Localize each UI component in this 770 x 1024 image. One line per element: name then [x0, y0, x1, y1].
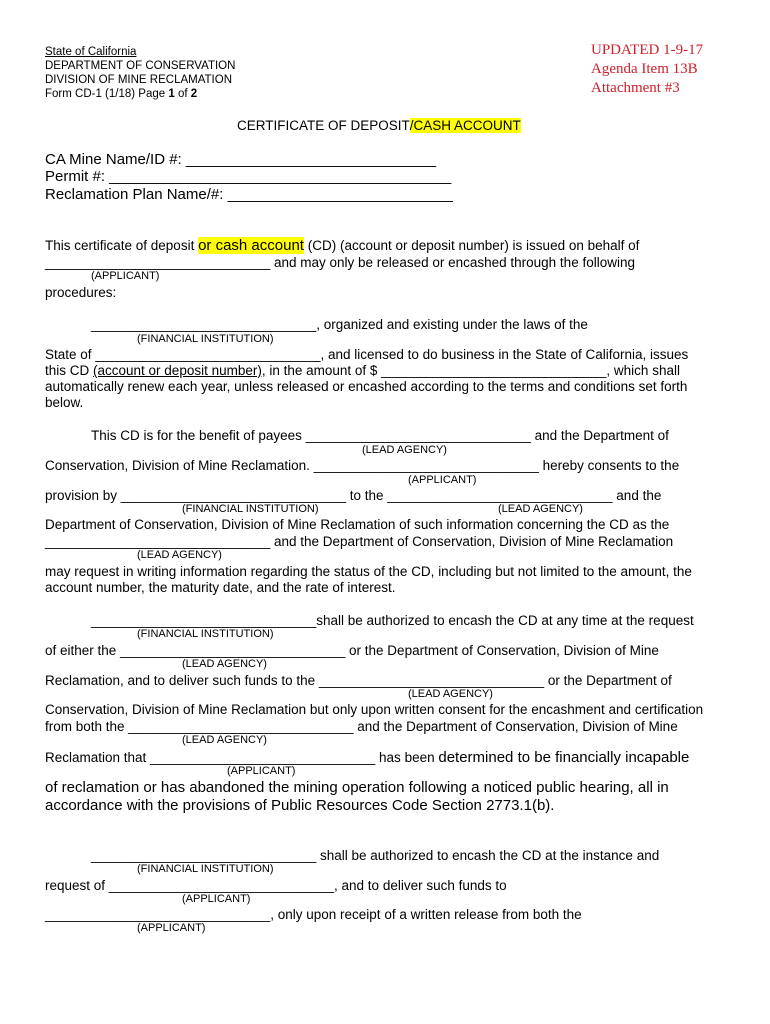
plan-field: Reclamation Plan Name/#: ___________________________: [45, 186, 453, 203]
p4-cap6: (APPLICANT): [227, 765, 296, 777]
p4-line3: Reclamation, and to deliver such funds to the ______________________________ or the Department of: [45, 673, 672, 688]
p5-line2: request of ______________________________, and to deliver such funds to: [45, 878, 507, 893]
p4-line2: of either the ______________________________ or the Department of Conservation, Division of Mine: [45, 643, 659, 658]
header-division: DIVISION OF MINE RECLAMATION: [45, 74, 232, 86]
p1-cap-applicant: (APPLICANT): [91, 270, 160, 282]
p2-line5: below.: [45, 395, 84, 410]
stamp-line1: UPDATED 1-9-17: [591, 42, 704, 58]
p4-cap3: (LEAD AGENCY): [408, 688, 493, 700]
p4-cap1: (FINANCIAL INSTITUTION): [137, 628, 274, 640]
form-of: of: [174, 88, 191, 100]
p4-cap2: (LEAD AGENCY): [182, 658, 267, 670]
p1-line2: ______________________________ and may only be released or encashed through the following: [45, 255, 635, 270]
p1-highlight: or cash account: [198, 237, 304, 254]
p3-cap3b: (LEAD AGENCY): [498, 503, 583, 515]
p5-line1: ______________________________ shall be authorized to encash the CD at the instance and: [91, 848, 660, 863]
p5-cap2: (APPLICANT): [182, 893, 251, 905]
p3-cap3a: (FINANCIAL INSTITUTION): [182, 503, 319, 515]
p2-line4: automatically renew each year, unless released or encashed according to the terms and conditions set forth: [45, 379, 688, 394]
p3-cap1: (LEAD AGENCY): [362, 444, 447, 456]
page-title: [237, 118, 521, 133]
p4-line1: ______________________________shall be authorized to encash the CD at any time at the request: [91, 613, 694, 628]
header-state: State of California: [45, 46, 137, 58]
p1-line1: [45, 237, 639, 254]
p5-cap3: (APPLICANT): [137, 922, 206, 934]
p2-line3-a: this CD: [45, 363, 94, 378]
p3-cap5: (LEAD AGENCY): [137, 549, 222, 561]
p4-line5: from both the ______________________________ and the Department of Conservation, Division of Mine: [45, 719, 678, 734]
p3-line2: Conservation, Division of Mine Reclamation. ______________________________ hereby consents to the: [45, 458, 680, 473]
p2-line2: State of ______________________________, and licensed to do business in the State of California, issues: [45, 347, 689, 362]
title-main: CERTIFICATE OF DEPOSIT: [237, 118, 410, 133]
p4-line6: [45, 749, 689, 766]
p3-line1: This CD is for the benefit of payees ______________________________ and the Department of: [91, 428, 669, 443]
header-department: DEPARTMENT OF CONSERVATION: [45, 60, 236, 72]
header-form-id: [45, 88, 197, 101]
p3-line5: ______________________________ and the Department of Conservation, Division of Mine Reclamation: [45, 534, 674, 549]
p4-cap5: (LEAD AGENCY): [182, 734, 267, 746]
permit-field: Permit #: _________________________________________: [45, 168, 452, 185]
p2-line1: ______________________________, organized and existing under the laws of the: [91, 317, 588, 332]
p2-line3-ul: (account or deposit number),: [93, 363, 266, 378]
p4-line7: of reclamation or has abandoned the mining operation following a noticed public hearing, all in: [45, 779, 669, 796]
p3-line6: may request in writing information regarding the status of the CD, including but not limited to the amount, the: [45, 564, 692, 579]
form-page: 1: [168, 88, 175, 100]
p4-line4: Conservation, Division of Mine Reclamation but only upon written consent for the encashment and certification: [45, 702, 704, 717]
p2-line3: [45, 363, 680, 378]
p2-cap-fi: (FINANCIAL INSTITUTION): [137, 333, 274, 345]
stamp-line2: Agenda Item 13B: [591, 61, 698, 77]
form-prefix: Form CD-1 (1/18) Page: [45, 88, 169, 100]
p4-line6-a: Reclamation that ______________________________ has been: [45, 750, 439, 765]
p1-line3: procedures:: [45, 285, 117, 300]
form-total: 2: [190, 88, 198, 100]
p5-line3: ______________________________, only upon receipt of a written release from both the: [45, 907, 582, 922]
p5-cap1: (FINANCIAL INSTITUTION): [137, 863, 274, 875]
p2-line3-b: in the amount of $ ______________________________, which shall: [265, 363, 680, 378]
p3-line4: Department of Conservation, Division of Mine Reclamation of such information concerning the CD as the: [45, 517, 670, 532]
p3-line3: provision by ______________________________ to the ______________________________ and the: [45, 488, 662, 503]
p3-cap2: (APPLICANT): [408, 474, 477, 486]
p1-b: (CD) (account or deposit number) is issued on behalf of: [303, 238, 640, 253]
p1-a: This certificate of deposit: [45, 238, 199, 253]
title-highlight: /CASH ACCOUNT: [409, 118, 521, 133]
mine-name-field: CA Mine Name/ID #: ______________________________: [45, 151, 437, 168]
p3-line7: account number, the maturity date, and the rate of interest.: [45, 580, 396, 595]
stamp-line3: Attachment #3: [591, 80, 680, 96]
p4-line6-b: determined to be financially incapable: [438, 749, 690, 766]
p4-line8: accordance with the provisions of Public Resources Code Section 2773.1(b).: [45, 797, 555, 814]
